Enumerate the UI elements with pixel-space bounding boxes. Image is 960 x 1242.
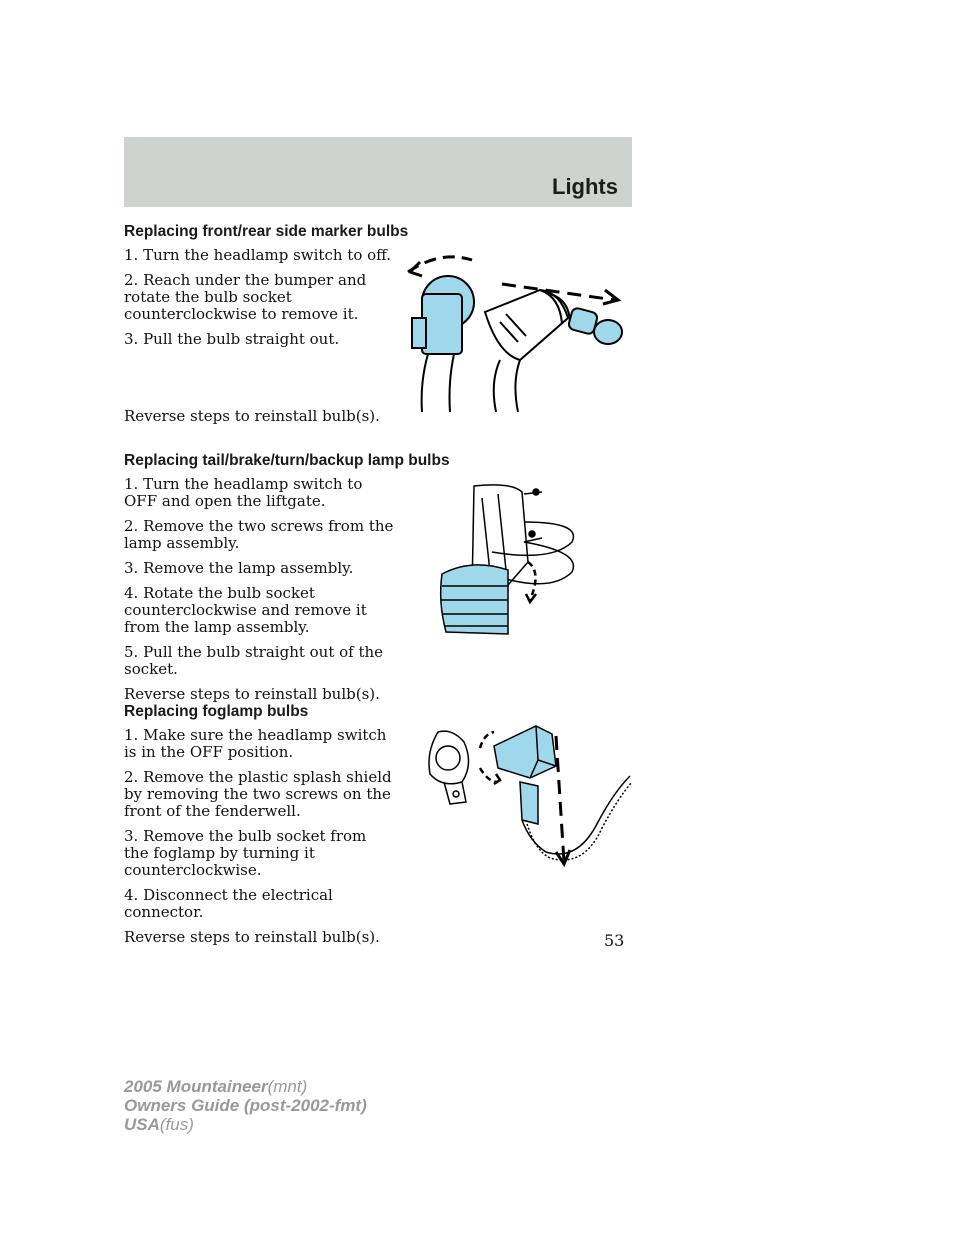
step: 3. Remove the lamp assembly.: [124, 559, 354, 577]
foglamp-bulb-illustration: [418, 712, 633, 897]
section-tail-lamp: [124, 452, 450, 711]
step: 2. Reach under the bumper and rotate the bulb socket counterclockwise to remove it.: [124, 271, 367, 323]
step: 1. Turn the headlamp switch to OFF and open the liftgate.: [124, 475, 363, 510]
header-band: [124, 137, 632, 207]
section-side-marker: [124, 223, 409, 433]
section-heading: Replacing tail/brake/turn/backup lamp bulbs: [124, 452, 450, 469]
closing-note: Reverse steps to reinstall bulb(s).: [124, 685, 380, 703]
step: 5. Pull the bulb straight out of the socket.: [124, 643, 384, 678]
closing-note: Reverse steps to reinstall bulb(s).: [124, 407, 380, 425]
step: 1. Turn the headlamp switch to off.: [124, 246, 392, 264]
page-number: 53: [604, 931, 625, 950]
section-foglamp: [124, 703, 394, 954]
step: 3. Remove the bulb socket from the foglamp by turning it counterclockwise.: [124, 827, 367, 879]
section-heading: Replacing foglamp bulbs: [124, 703, 309, 720]
footer-market: USA: [124, 1115, 160, 1134]
footer: [124, 1077, 367, 1134]
step: 3. Pull the bulb straight out.: [124, 330, 340, 348]
step: 2. Remove the two screws from the lamp assembly.: [124, 517, 394, 552]
footer-model-code: (mnt): [267, 1077, 308, 1096]
closing-note: Reverse steps to reinstall bulb(s).: [124, 928, 380, 946]
step: 1. Make sure the headlamp switch is in the OFF position.: [124, 726, 387, 761]
step: 4. Rotate the bulb socket counterclockwise and remove it from the lamp assembly.: [124, 584, 367, 636]
side-marker-bulb-illustration: [400, 242, 635, 412]
section-heading: Replacing front/rear side marker bulbs: [124, 223, 409, 240]
footer-market-code: (fus): [159, 1115, 194, 1134]
step: 2. Remove the plastic splash shield by removing the two screws on the front of the fenderwell.: [124, 768, 392, 820]
tail-lamp-illustration: [432, 482, 582, 637]
footer-guide: Owners Guide (post-2002-fmt): [124, 1096, 367, 1115]
section-title: Lights: [552, 174, 618, 199]
footer-model: 2005 Mountaineer: [124, 1077, 268, 1096]
step: 4. Disconnect the electrical connector.: [124, 886, 333, 921]
